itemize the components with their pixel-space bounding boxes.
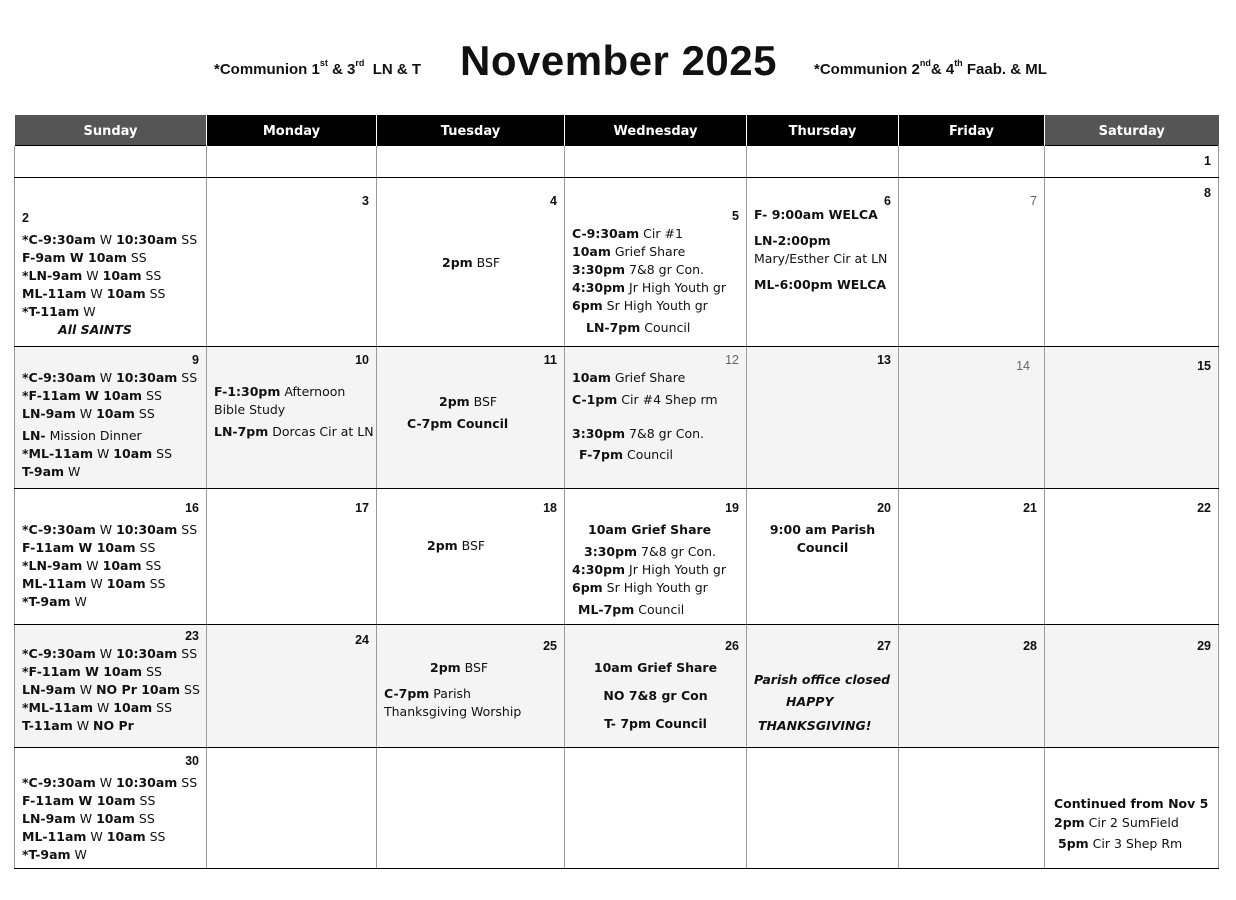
event-line: C-9:30am Cir #1 [572,226,683,241]
event-line: *T-9am W [22,847,87,862]
day-cell-2 [15,178,207,347]
day-number: 19 [725,501,739,515]
day-cell-22 [1045,489,1219,625]
event-line: LN-9am W NO Pr 10am SS [22,682,200,697]
event-note: THANKSGIVING! [758,718,872,733]
event-line: 10am Grief Share [588,522,712,537]
event-line: LN-7pm Dorcas Cir at LN [214,424,374,439]
event-line: T-11am W NO Pr [22,718,134,733]
header-saturday: Saturday [1045,115,1219,146]
calendar-grid [14,115,1219,869]
day-cell-28 [899,625,1045,748]
day-number: 23 [185,629,199,643]
event-note: Parish office closed [754,672,891,687]
event-line: *C-9:30am W 10:30am SS [22,522,198,537]
day-cell [747,146,899,178]
event-line: NO 7&8 gr Con [603,688,708,703]
day-number: 18 [543,501,557,515]
event-line: T- 7pm Council [604,716,707,731]
event-line: ML-11am W 10am SS [22,576,166,591]
week-row-1 [15,146,1219,178]
event-line: C-1pm Cir #4 Shep rm [572,392,718,407]
event-line: C-7pm Council [407,416,509,431]
event-note: All SAINTS [58,322,132,337]
event-line: 2pm BSF [427,538,486,553]
event-line: T-9am W [22,464,81,479]
day-cell [15,146,207,178]
event-line: ML-11am W 10am SS [22,286,166,301]
day-cell-25 [377,625,565,748]
day-number: 7 [1030,194,1037,208]
event-line: LN-9am W 10am SS [22,406,155,421]
event-line: *C-9:30am W 10:30am SS [22,775,198,790]
event-line: LN-9am W 10am SS [22,811,155,826]
week-row-4 [15,489,1219,625]
header-wednesday: Wednesday [565,115,747,146]
week-row-2 [15,178,1219,347]
event-list [572,225,739,337]
event-note: HAPPY [786,694,834,709]
event-line: 6pm Sr High Youth gr [572,298,708,313]
event-line: *F-11am W 10am SS [22,664,162,679]
event-line: ML-7pm Council [578,602,685,617]
day-cell [207,748,377,869]
day-number: 17 [355,501,369,515]
day-cell-12 [565,347,747,489]
day-cell-continued [1045,748,1219,869]
event-line: ML-6:00pm WELCA [754,277,887,292]
day-number: 28 [1023,639,1037,653]
day-cell [899,146,1045,178]
day-cell-29 [1045,625,1219,748]
event-line: 5pm Cir 3 Shep Rm [1058,836,1183,851]
event-line: LN-7pm Council [586,320,691,335]
event-line: LN-2:00pm [754,233,831,248]
day-number: 9 [192,353,199,367]
page-title: November 2025 [460,37,778,84]
day-cell-13 [747,347,899,489]
event-line: C-7pm Parish Thanksgiving Worship [384,686,522,719]
header-monday: Monday [207,115,377,146]
event-line: 4:30pm Jr High Youth gr [572,562,726,577]
event-line: F-9am W 10am SS [22,250,147,265]
day-cell-15 [1045,347,1219,489]
event-line: *C-9:30am W 10:30am SS [22,646,198,661]
weekday-header-row [15,115,1219,146]
event-list [22,231,199,339]
day-number: 14 [1016,359,1030,373]
event-line: 9:00 am Parish [769,522,876,537]
day-number: 29 [1197,639,1211,653]
day-cell-20 [747,489,899,625]
event-line: F-7pm Council [579,447,674,462]
event-line: LN- Mission Dinner [22,428,142,443]
day-number: 22 [1197,501,1211,515]
event-line: F-11am W 10am SS [22,793,156,808]
day-cell [377,146,565,178]
day-cell-21 [899,489,1045,625]
event-line: *C-9:30am W 10:30am SS [22,232,198,247]
event-line: *LN-9am W 10am SS [22,558,162,573]
day-cell-9 [15,347,207,489]
event-line: F- 9:00am WELCA [754,207,878,222]
day-cell [565,146,747,178]
day-number: 6 [884,194,891,208]
day-cell-19 [565,489,747,625]
day-number: 15 [1197,359,1211,373]
day-cell [207,146,377,178]
header-sunday: Sunday [15,115,207,146]
day-number: 2 [22,211,29,225]
day-cell-8 [1045,178,1219,347]
event-line: 2pm BSF [442,255,501,270]
day-number: 16 [185,501,199,515]
event-line: 10am Grief Share [572,370,686,385]
day-number: 25 [543,639,557,653]
header-communion-right: *Communion 2nd& 4th Faab. & ML [814,58,1047,78]
day-number: 20 [877,501,891,515]
header-friday: Friday [899,115,1045,146]
event-line: Mary/Esther Cir at LN [754,251,888,266]
day-number: 12 [725,353,739,367]
day-cell-10 [207,347,377,489]
day-cell-14 [899,347,1045,489]
day-number: 24 [355,633,369,647]
day-number: 8 [1204,186,1211,200]
day-number: 3 [362,194,369,208]
day-cell-18 [377,489,565,625]
day-cell [899,748,1045,869]
event-line: 3:30pm 7&8 gr Con. [572,426,704,441]
day-cell [377,748,565,869]
week-row-5 [15,625,1219,748]
day-cell-1 [1045,146,1219,178]
event-line: *ML-11am W 10am SS [22,700,172,715]
week-row-3 [15,347,1219,489]
day-cell-30 [15,748,207,869]
event-line: F-11am W 10am SS [22,540,156,555]
header-tuesday: Tuesday [377,115,565,146]
day-cell-5 [565,178,747,347]
event-line: Continued from Nov 5 [1054,796,1209,811]
day-cell-11 [377,347,565,489]
event-line: 6pm Sr High Youth gr [572,580,708,595]
day-number: 21 [1023,501,1037,515]
event-line: *ML-11am W 10am SS [22,446,172,461]
day-cell-4 [377,178,565,347]
day-cell-16 [15,489,207,625]
event-line: 10am Grief Share [572,244,686,259]
event-line: *T-11am W [22,304,96,319]
header-communion-left: *Communion 1st & 3rd LN & T [214,58,422,78]
day-cell [747,748,899,869]
event-line: *C-9:30am W 10:30am SS [22,370,198,385]
day-number: 27 [877,639,891,653]
day-number: 10 [355,353,369,367]
event-line: 3:30pm 7&8 gr Con. [572,262,704,277]
event-line: Council [796,540,849,555]
header-thursday: Thursday [747,115,899,146]
event-line: 10am Grief Share [593,660,718,675]
event-line: 2pm Cir 2 SumField [1054,815,1179,830]
day-number: 11 [543,353,557,367]
event-line: *T-9am W [22,594,87,609]
day-number: 1 [1204,154,1211,168]
day-cell-17 [207,489,377,625]
event-line: 2pm BSF [430,660,489,675]
day-cell-7 [899,178,1045,347]
event-line: *LN-9am W 10am SS [22,268,162,283]
week-row-6 [15,748,1219,869]
event-line: 4:30pm Jr High Youth gr [572,280,726,295]
day-cell-24 [207,625,377,748]
event-line: 2pm BSF [439,394,498,409]
day-cell-23 [15,625,207,748]
day-cell-3 [207,178,377,347]
day-number: 5 [732,209,739,223]
event-line: ML-11am W 10am SS [22,829,166,844]
day-number: 26 [725,639,739,653]
day-cell-6 [747,178,899,347]
day-cell [565,748,747,869]
day-number: 4 [550,194,557,208]
day-cell-26 [565,625,747,748]
day-cell-27 [747,625,899,748]
event-line: 3:30pm 7&8 gr Con. [584,544,716,559]
event-line: F-1:30pm Afternoon Bible Study [214,384,346,417]
event-line: *F-11am W 10am SS [22,388,162,403]
day-number: 30 [185,754,199,768]
day-number: 13 [877,353,891,367]
